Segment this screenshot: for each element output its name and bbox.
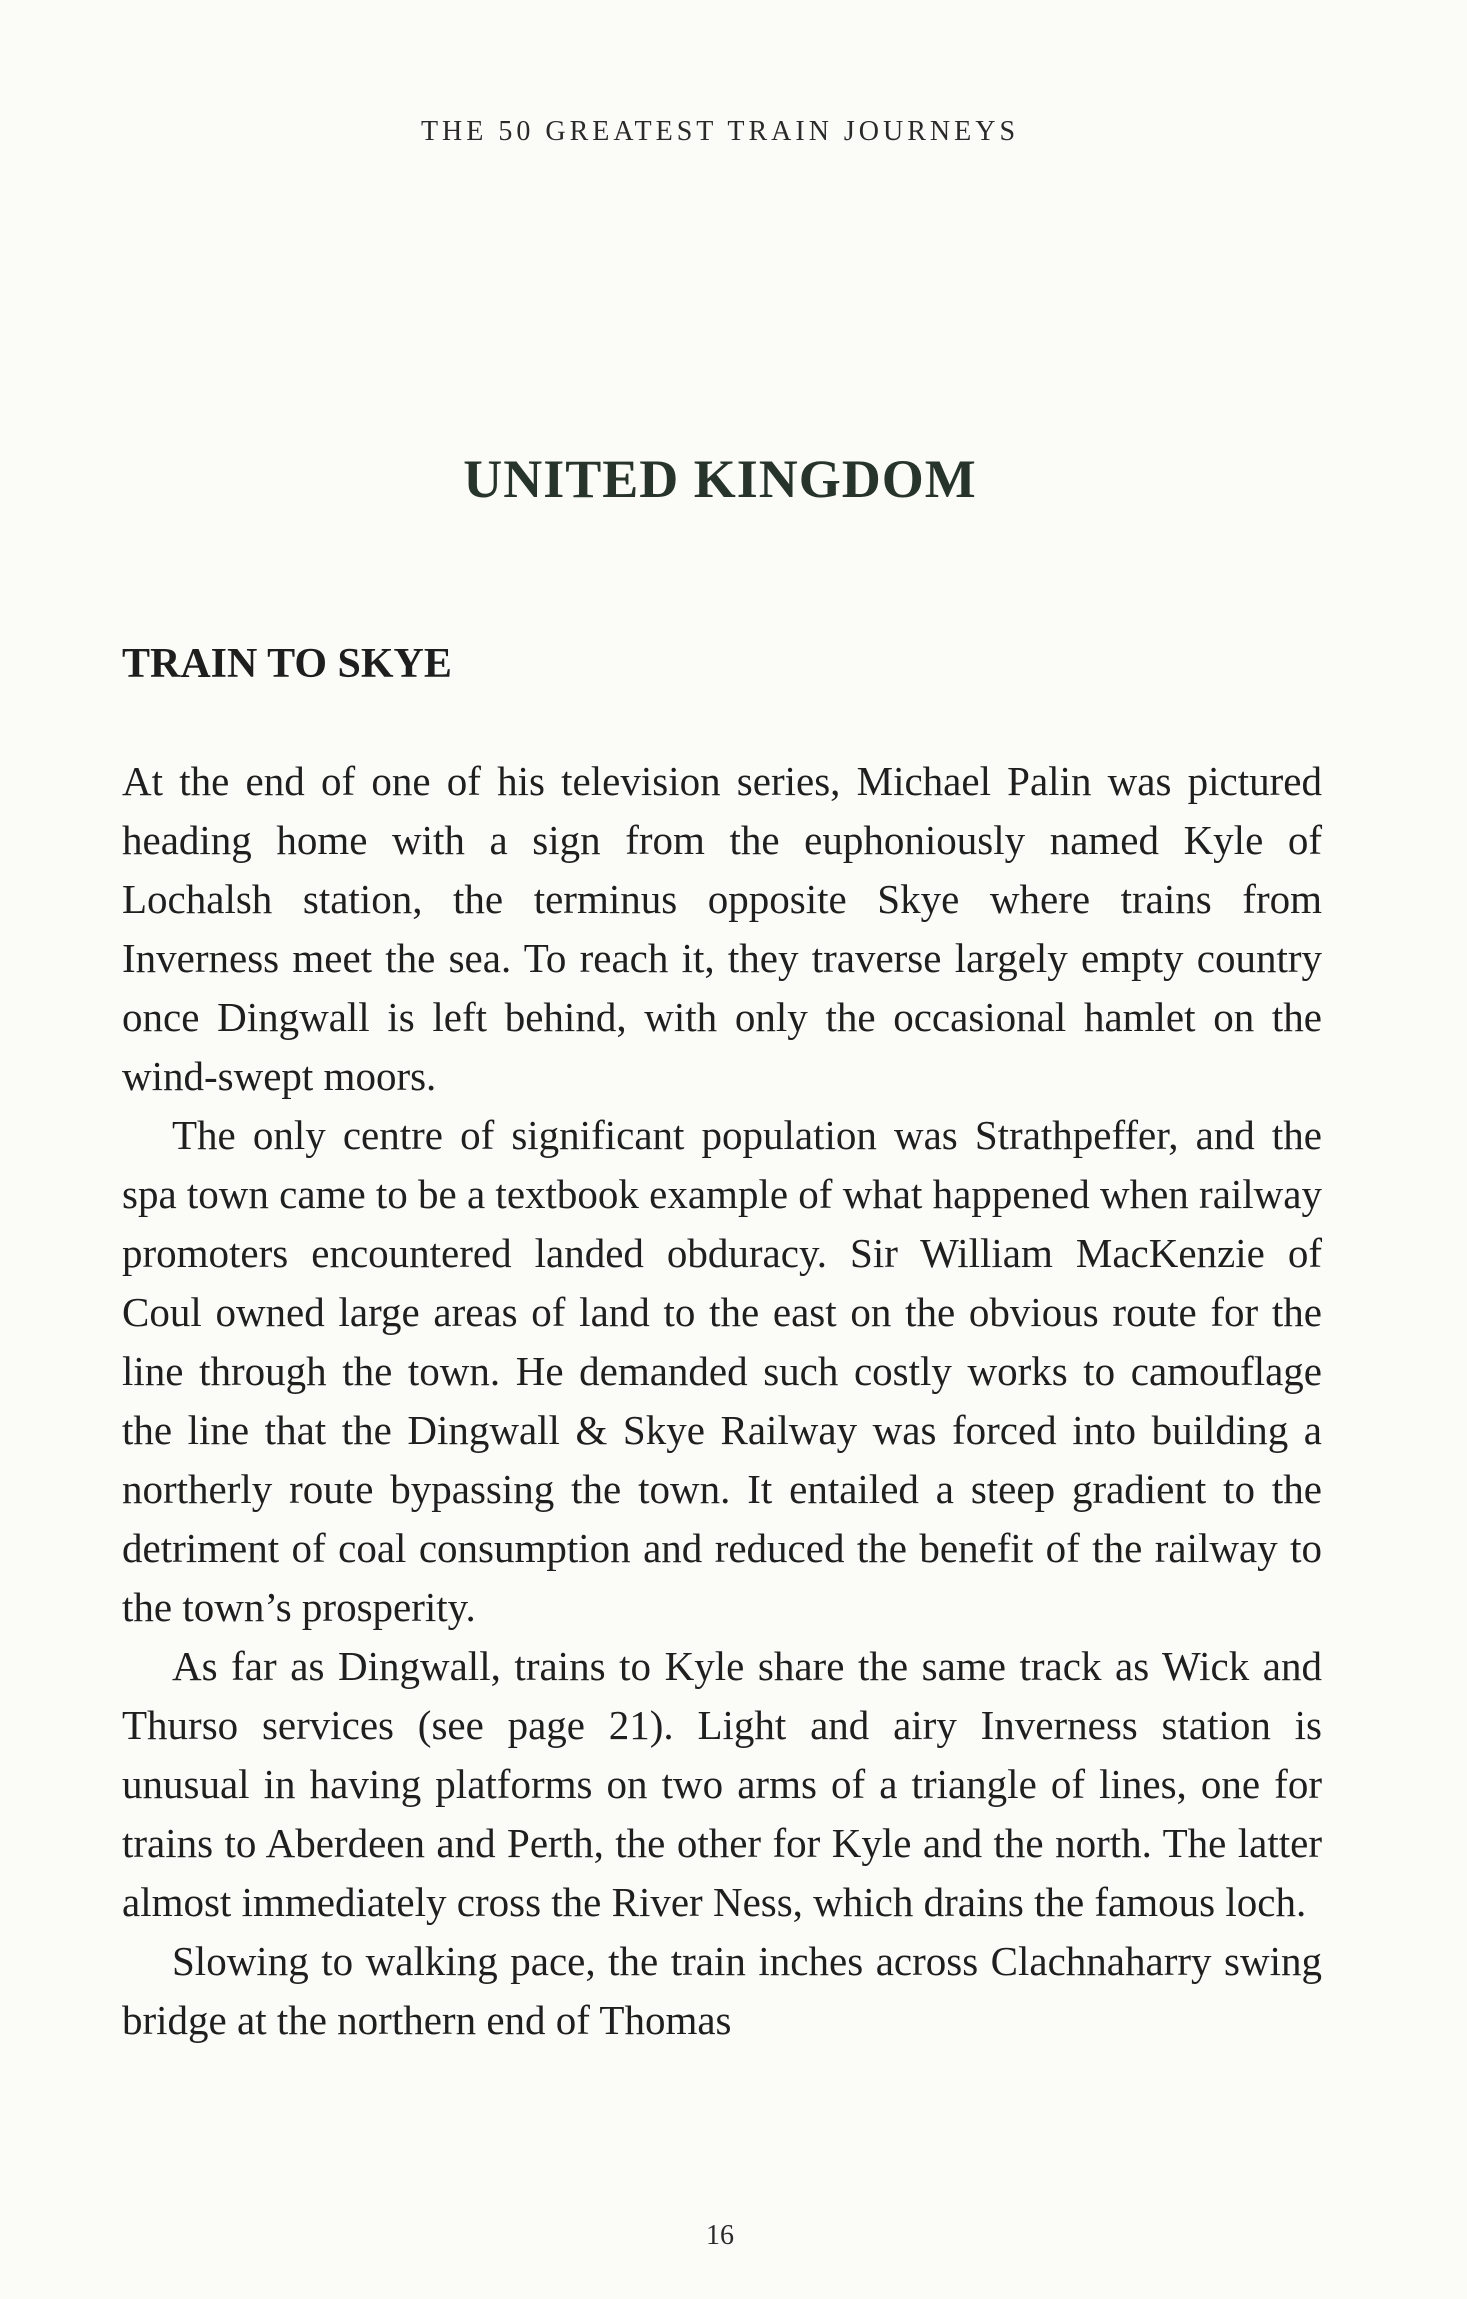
paragraph: Slowing to walking pace, the train inches across Clachnaharry swing bridge at the northern end of Thomas (122, 1938, 1322, 2043)
chapter-title: UNITED KINGDOM (463, 449, 977, 509)
paragraph: As far as Dingwall, trains to Kyle share the same track as Wick and Thurso services (see page 21). Light and airy Inverness station is unusual in having platforms on two arms of a triangle of lines, one for trains to Aberdeen and Perth, the other for Kyle and the north. The latter almost immediately cross the River Ness, which drains the famous loch. (122, 1643, 1322, 1925)
page-number: 16 (706, 2220, 734, 2251)
running-head: THE 50 GREATEST TRAIN JOURNEYS (420, 116, 1020, 147)
paragraph: At the end of one of his television series, Michael Palin was pictured heading home with a sign from the euphoniously named Kyle of Lochalsh station, the terminus opposite Skye where trains from Inverness meet the sea. To reach it, they traverse largely empty country once Dingwall is left behind, with only the occasional hamlet on the wind-swept moors. (122, 758, 1322, 1099)
paragraph: The only centre of significant population was Strathpeffer, and the spa town came to be a textbook example of what happened when railway promoters encountered landed obduracy. Sir William MacKenzie of Coul owned large areas of land to the east on the obvious route for the line through the town. He demanded such costly works to camouflage the line that the Dingwall & Skye Railway was forced into building a northerly route bypassing the town. It entailed a steep gradient to the detriment of coal consumption and reduced the benefit of the railway to the town’s prosperity. (122, 1112, 1322, 1630)
body-text (122, 752, 1322, 2050)
section-title: TRAIN TO SKYE (122, 641, 452, 687)
